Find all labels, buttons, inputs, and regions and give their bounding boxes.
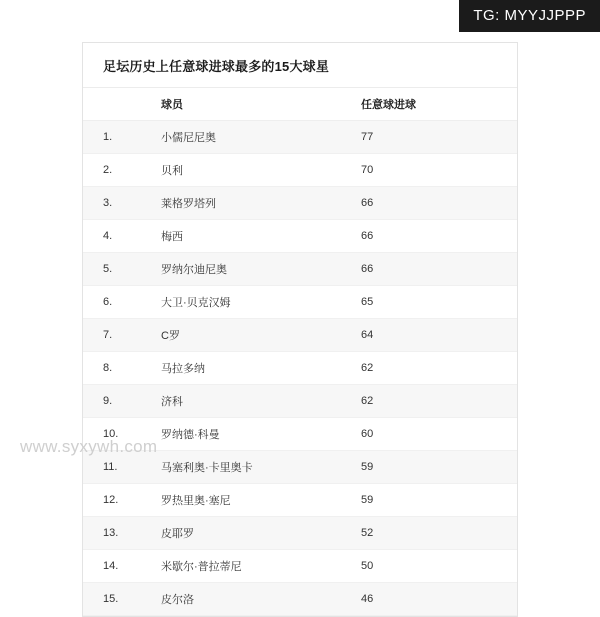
cell-rank: 13. [83,517,161,550]
cell-player: 小儒尼尼奥 [161,121,361,154]
cell-rank: 8. [83,352,161,385]
cell-rank: 12. [83,484,161,517]
cell-player: 皮耶罗 [161,517,361,550]
cell-goals: 66 [361,253,517,286]
table-header-row [83,88,517,121]
cell-player: 贝利 [161,154,361,187]
cell-goals: 60 [361,418,517,451]
cell-goals: 66 [361,220,517,253]
table-row [83,220,517,253]
cell-rank: 15. [83,583,161,616]
cell-player: 罗纳德·科曼 [161,418,361,451]
tg-watermark-badge: TG: MYYJJPPP [459,0,600,32]
cell-player: 济科 [161,385,361,418]
cell-goals: 59 [361,484,517,517]
cell-goals: 52 [361,517,517,550]
cell-player: 皮尔洛 [161,583,361,616]
cell-rank: 5. [83,253,161,286]
cell-player: 罗热里奥·塞尼 [161,484,361,517]
table-row [83,583,517,616]
cell-player: 梅西 [161,220,361,253]
cell-player: 罗纳尔迪尼奥 [161,253,361,286]
cell-rank: 10. [83,418,161,451]
cell-goals: 59 [361,451,517,484]
cell-goals: 77 [361,121,517,154]
table-row [83,319,517,352]
table-row [83,550,517,583]
cell-rank: 11. [83,451,161,484]
cell-rank: 1. [83,121,161,154]
cell-rank: 3. [83,187,161,220]
cell-player: 马塞利奥·卡里奥卡 [161,451,361,484]
cell-goals: 65 [361,286,517,319]
cell-rank: 9. [83,385,161,418]
cell-rank: 14. [83,550,161,583]
column-header-rank [83,88,161,121]
column-header-goals: 任意球进球 [361,88,517,121]
table-row [83,253,517,286]
cell-goals: 66 [361,187,517,220]
table-row [83,154,517,187]
cell-player: 马拉多纳 [161,352,361,385]
cell-rank: 2. [83,154,161,187]
table-row [83,352,517,385]
table-row [83,385,517,418]
table-row [83,187,517,220]
cell-player: C罗 [161,319,361,352]
table-body [83,121,517,616]
cell-goals: 62 [361,352,517,385]
cell-player: 莱格罗塔列 [161,187,361,220]
cell-player: 米歇尔·普拉蒂尼 [161,550,361,583]
cell-goals: 64 [361,319,517,352]
table-row [83,517,517,550]
cell-rank: 4. [83,220,161,253]
cell-player: 大卫·贝克汉姆 [161,286,361,319]
cell-goals: 50 [361,550,517,583]
table-row [83,484,517,517]
cell-rank: 6. [83,286,161,319]
table-row [83,286,517,319]
table-header [83,88,517,121]
page-title: 足坛历史上任意球进球最多的15大球星 [83,43,517,88]
ranking-card [82,42,518,617]
cell-rank: 7. [83,319,161,352]
ranking-table [83,88,517,616]
site-watermark: www.syxywh.com [20,437,158,456]
cell-goals: 62 [361,385,517,418]
cell-goals: 70 [361,154,517,187]
cell-goals: 46 [361,583,517,616]
column-header-player: 球员 [161,88,361,121]
table-row [83,121,517,154]
